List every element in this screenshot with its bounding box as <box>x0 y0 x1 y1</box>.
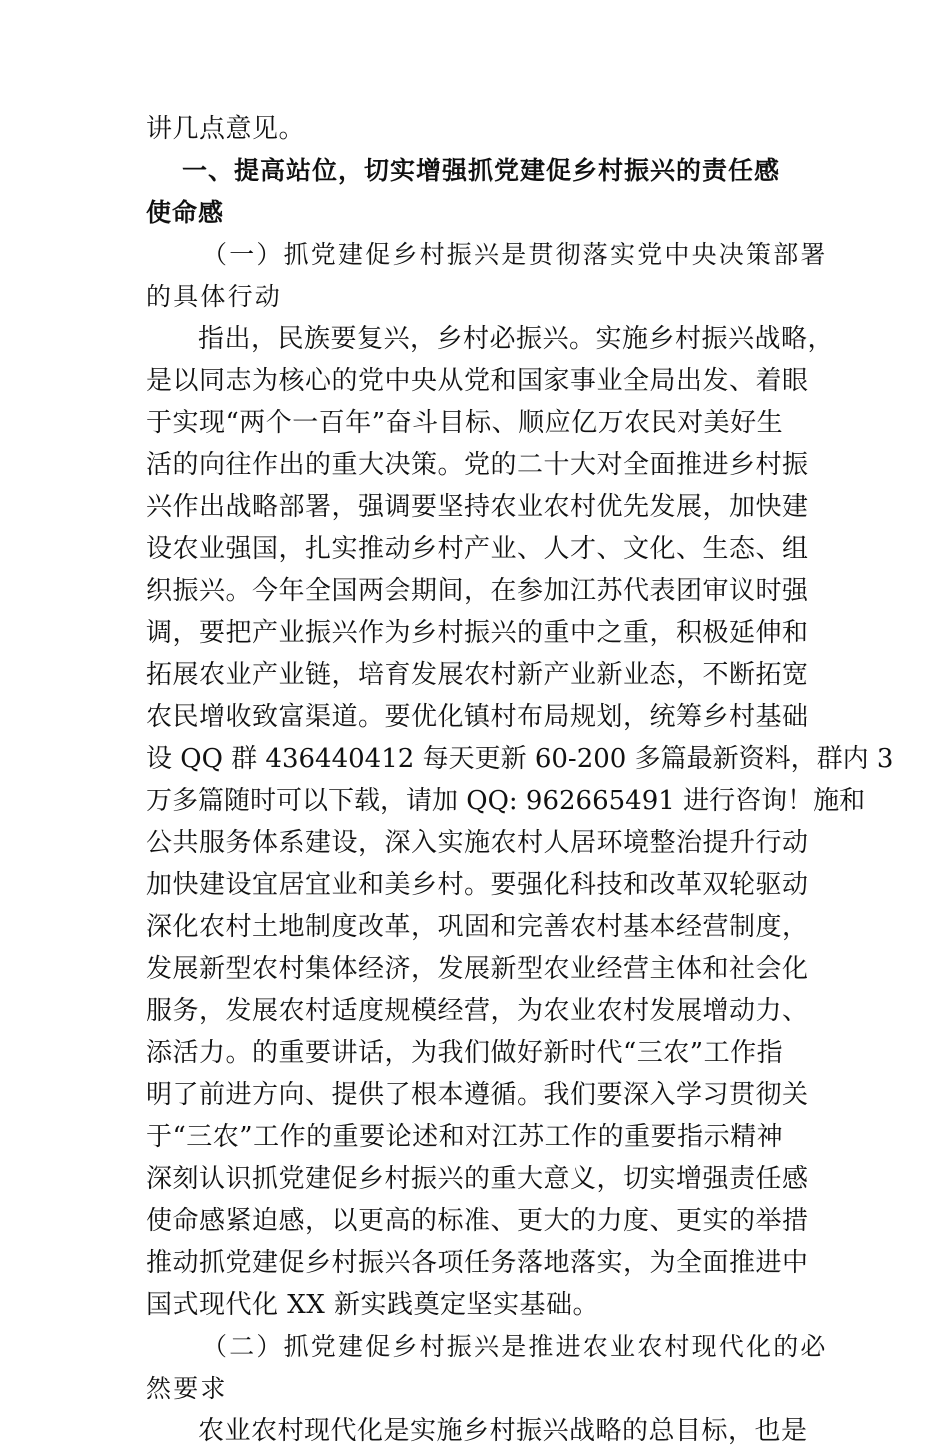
paragraph-line: 加快建设宜居宜业和美乡村。要强化科技和改革双轮驱动 <box>146 870 809 900</box>
paragraph-line: 服务，发展农村适度规模经营，为农业农村发展增动力、 <box>146 996 809 1026</box>
paragraph-line: 讲几点意见。 <box>146 114 306 144</box>
section-heading: 一、提高站位，切实增强抓党建促乡村振兴的责任感 <box>182 156 781 185</box>
promo-line: 设 QQ 群 436440412 每天更新 60-200 多篇最新资料，群内 3 <box>146 744 894 774</box>
paragraph-line: 拓展农业产业链，培育发展农村新产业新业态，不断拓宽 <box>146 660 809 690</box>
subsection-heading-continued: 的具体行动 <box>146 282 283 311</box>
document-page <box>146 108 894 1452</box>
paragraph-line: 深化农村土地制度改革，巩固和完善农村基本经营制度， <box>146 912 809 942</box>
paragraph-line: 织振兴。今年全国两会期间，在参加江苏代表团审议时强 <box>146 576 809 606</box>
section-heading-continued: 使命感 <box>146 198 225 227</box>
paragraph-line: 设农业强国，扎实推动乡村产业、人才、文化、生态、组 <box>146 534 809 564</box>
paragraph-line: 深刻认识抓党建促乡村振兴的重大意义，切实增强责任感 <box>146 1164 809 1194</box>
paragraph-line: 兴作出战略部署，强调要坚持农业农村优先发展，加快建 <box>146 492 809 522</box>
paragraph-line: 农民增收致富渠道。要优化镇村布局规划，统筹乡村基础 <box>146 702 809 732</box>
paragraph-line: 于“三农”工作的重要论述和对江苏工作的重要指示精神 <box>146 1122 784 1152</box>
paragraph-line: 添活力。的重要讲话，为我们做好新时代“三农”工作指 <box>146 1038 784 1068</box>
promo-line: 万多篇随时可以下载，请加 QQ: 962665491 进行咨询！施和 <box>146 786 866 816</box>
paragraph-line: 于实现“两个一百年”奋斗目标、顺应亿万农民对美好生 <box>146 408 784 438</box>
paragraph-line: 推动抓党建促乡村振兴各项任务落地落实，为全面推进中 <box>146 1248 809 1278</box>
paragraph-line: 农业农村现代化是实施乡村振兴战略的总目标，也是 <box>198 1416 808 1446</box>
paragraph-line: 使命感紧迫感，以更高的标准、更大的力度、更实的举措 <box>146 1206 809 1236</box>
paragraph-line: 国式现代化 XX 新实践奠定坚实基础。 <box>146 1290 600 1320</box>
paragraph-line: 是以同志为核心的党中央从党和国家事业全局出发、着眼 <box>146 366 809 396</box>
paragraph-line: 调，要把产业振兴作为乡村振兴的重中之重，积极延伸和 <box>146 618 809 648</box>
paragraph-line: 活的向往作出的重大决策。党的二十大对全面推进乡村振 <box>146 450 809 480</box>
subsection-heading: （一）抓党建促乡村振兴是贯彻落实党中央决策部署 <box>202 240 828 269</box>
paragraph-line: 发展新型农村集体经济，发展新型农业经营主体和社会化 <box>146 954 809 984</box>
paragraph-line: 明了前进方向、提供了根本遵循。我们要深入学习贯彻关 <box>146 1080 809 1110</box>
subsection-heading-continued: 然要求 <box>146 1374 228 1403</box>
paragraph-line: 公共服务体系建设，深入实施农村人居环境整治提升行动 <box>146 828 809 858</box>
subsection-heading: （二）抓党建促乡村振兴是推进农业农村现代化的必 <box>202 1332 828 1361</box>
paragraph-line: 指出，民族要复兴，乡村必振兴。实施乡村振兴战略， <box>198 324 835 354</box>
